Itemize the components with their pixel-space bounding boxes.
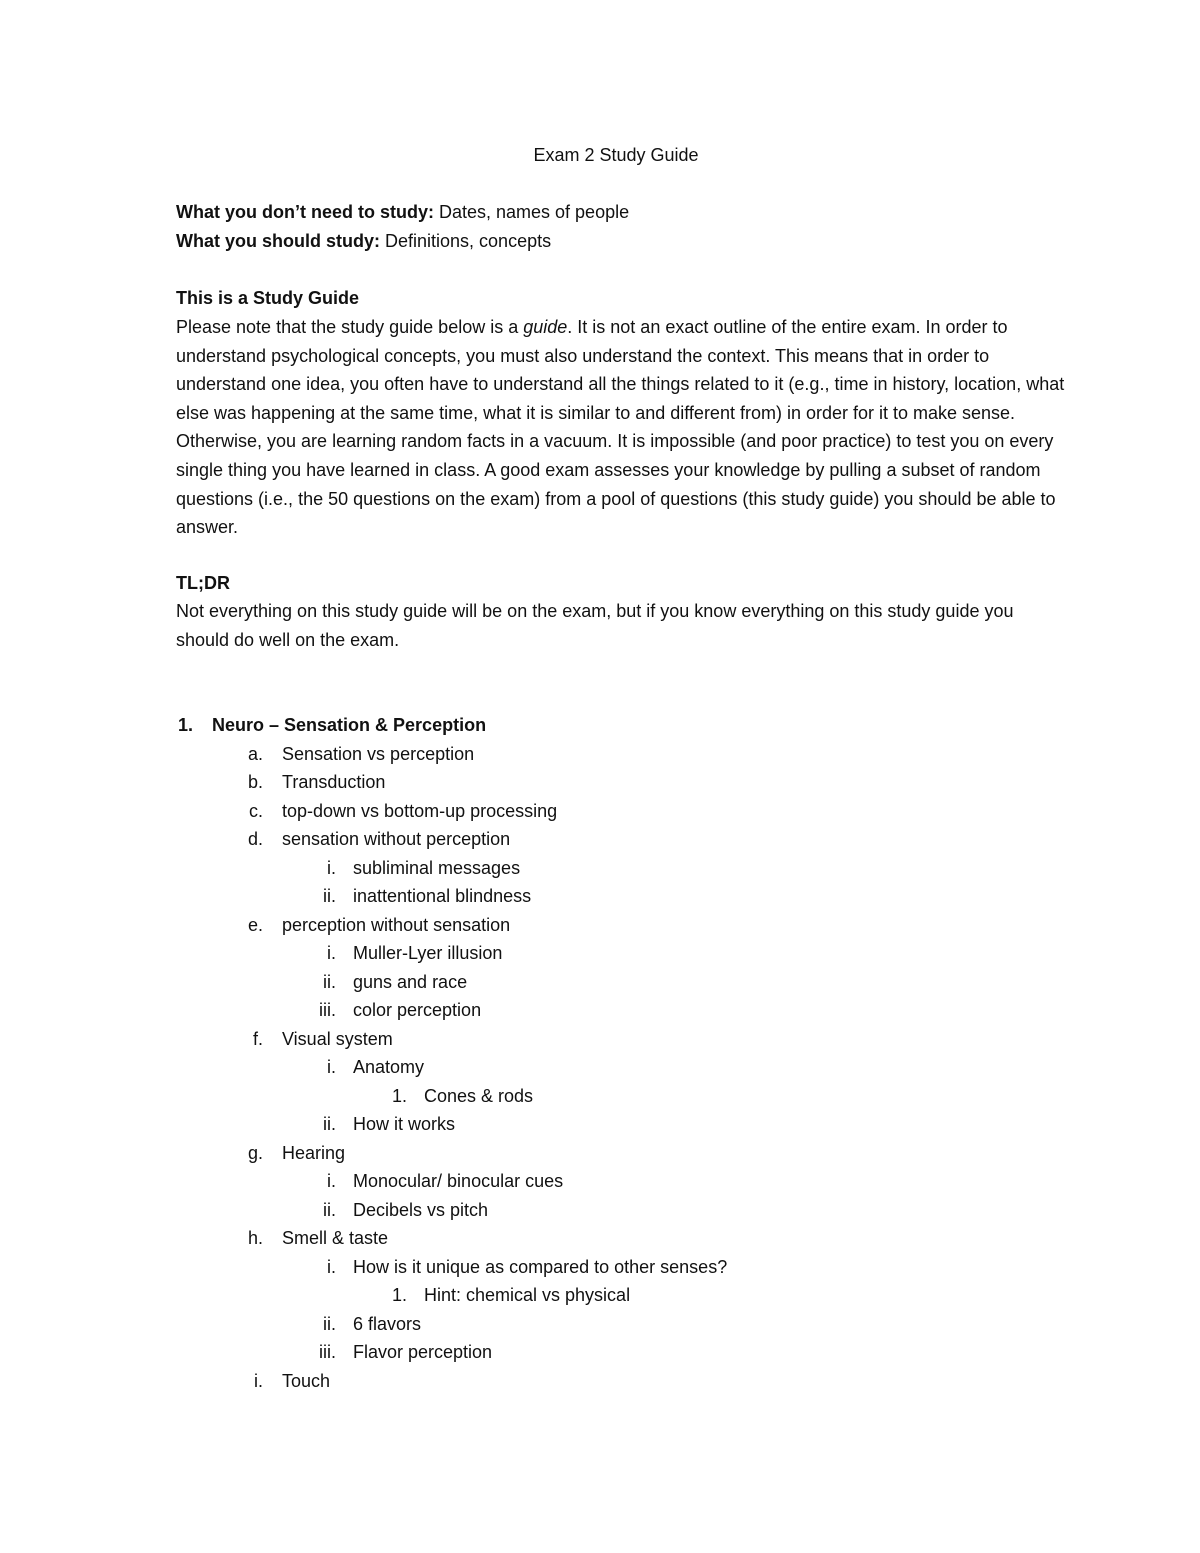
outline-marker: i. bbox=[327, 943, 336, 963]
outline-marker: iii. bbox=[319, 1342, 336, 1362]
outline-marker: g. bbox=[247, 1142, 263, 1163]
outline-label: Decibels vs pitch bbox=[353, 1199, 489, 1220]
outline-marker: 1. bbox=[391, 1285, 407, 1305]
outline-marker: b. bbox=[247, 772, 263, 792]
should-study-line bbox=[176, 227, 1066, 256]
tldr-paragraph: Not everything on this study guide will be on the exam, but if you know everything on this study guide you should do well on the exam. bbox=[176, 601, 1014, 650]
dont-study-line bbox=[176, 198, 1066, 227]
outline-label: How it works bbox=[353, 1114, 456, 1134]
outline-label: Monocular/ binocular cues bbox=[353, 1171, 564, 1191]
guide-paragraph-italic: guide bbox=[523, 317, 568, 337]
outline-marker: i. bbox=[327, 1256, 336, 1277]
outline-label: Smell & taste bbox=[282, 1228, 389, 1248]
outline-marker: c. bbox=[248, 800, 263, 821]
outline-label: Cones & rods bbox=[424, 1085, 534, 1106]
outline-marker: ii. bbox=[323, 1313, 336, 1334]
outline-label: Anatomy bbox=[353, 1057, 425, 1077]
outline-label: subliminal messages bbox=[353, 857, 521, 878]
outline-marker: i. bbox=[327, 1057, 336, 1077]
outline-label: Transduction bbox=[282, 772, 386, 792]
outline-marker: a. bbox=[247, 743, 263, 764]
outline-marker: ii. bbox=[323, 886, 336, 906]
outline-label: Hearing bbox=[282, 1142, 346, 1163]
guide-paragraph-start: Please note that the study guide below is a bbox=[176, 317, 524, 337]
outline-label: top-down vs bottom-up processing bbox=[282, 800, 558, 821]
outline-marker: i. bbox=[327, 857, 336, 878]
outline-marker: ii. bbox=[323, 1114, 336, 1134]
outline-marker: 1. bbox=[177, 715, 193, 735]
document-title: Exam 2 Study Guide bbox=[533, 145, 699, 165]
outline-marker: i. bbox=[327, 1171, 336, 1191]
should-study-label: What you should study: bbox=[176, 231, 380, 251]
tldr-heading: TL;DR bbox=[176, 573, 230, 593]
outline-label: perception without sensation bbox=[282, 914, 511, 935]
outline-marker: 1. bbox=[391, 1085, 407, 1106]
outline-label: Flavor perception bbox=[353, 1342, 493, 1362]
guide-heading: This is a Study Guide bbox=[176, 288, 360, 308]
guide-paragraph bbox=[176, 313, 1066, 542]
outline-label: Neuro – Sensation & Perception bbox=[212, 715, 487, 735]
outline-label: Hint: chemical vs physical bbox=[424, 1285, 631, 1305]
outline-marker: ii. bbox=[323, 971, 336, 992]
should-study-text: Definitions, concepts bbox=[380, 231, 552, 251]
dont-study-label: What you don’t need to study: bbox=[176, 202, 434, 222]
outline-label: sensation without perception bbox=[282, 829, 511, 849]
outline-label: guns and race bbox=[353, 971, 468, 992]
guide-paragraph-rest: . It is not an exact outline of the entire exam. In order to understand psychological concepts, you must also understand the context. This means that in order to understand one idea, you often have to understand all the things related to it (e.g., time in history, location, what else was happening at the same time, what it is similar to and different from) in order for it to make sense. Otherwise, you are learning random facts in a vacuum. It is impossible (and poor practice) to test you on every single thing you have learned in class. A good exam assesses your knowledge by pulling a subset of random questions (i.e., the 50 questions on the exam) from a pool of questions (this study guide) you should be able to answer. bbox=[176, 317, 1065, 538]
outline-label: inattentional blindness bbox=[353, 886, 532, 906]
outline-marker: d. bbox=[247, 829, 263, 849]
outline-label: Touch bbox=[282, 1370, 331, 1391]
outline-marker: iii. bbox=[319, 1000, 336, 1020]
outline-label: 6 flavors bbox=[353, 1313, 422, 1334]
outline-marker: e. bbox=[247, 914, 263, 935]
outline-label: Sensation vs perception bbox=[282, 743, 475, 764]
outline-label: Visual system bbox=[282, 1028, 393, 1049]
outline-label: Muller-Lyer illusion bbox=[353, 943, 503, 963]
dont-study-text: Dates, names of people bbox=[433, 202, 630, 222]
outline-label: color perception bbox=[353, 1000, 482, 1020]
outline-marker: i. bbox=[254, 1370, 263, 1391]
outline-marker: f. bbox=[252, 1028, 263, 1049]
outline-label: How is it unique as compared to other senses? bbox=[353, 1256, 728, 1277]
outline-marker: h. bbox=[247, 1228, 263, 1248]
outline-marker: ii. bbox=[323, 1199, 336, 1220]
